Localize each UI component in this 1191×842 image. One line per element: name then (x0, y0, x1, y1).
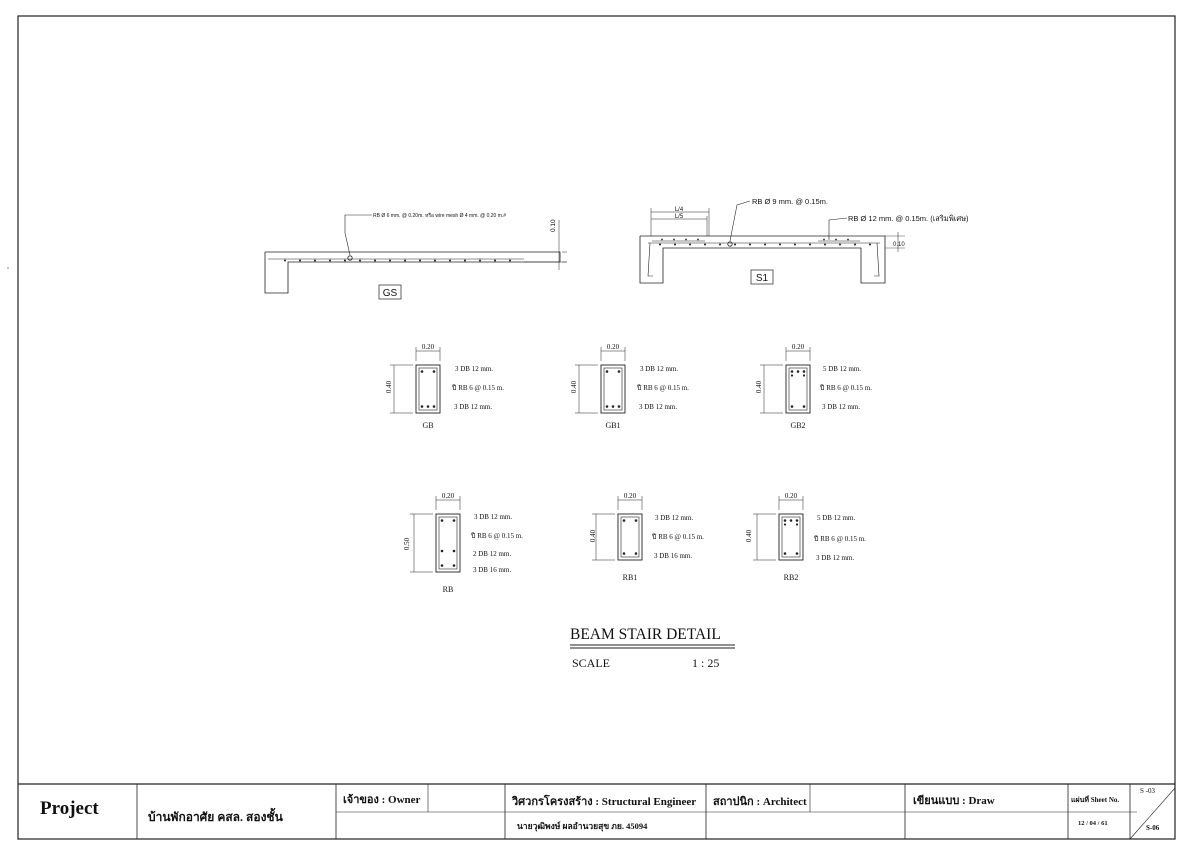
owner-label: เจ้าของ : Owner (343, 794, 421, 806)
beam-name: RB (442, 585, 454, 594)
beam-note-line: 3 DB 12 mm. (816, 554, 855, 562)
engineer-name: นายวุฒิพงษ์ ผลอำนวยสุข ภย. 45094 (517, 821, 648, 831)
gs-label: GS (382, 288, 398, 299)
beam-depth-dim: 0.40 (570, 380, 578, 394)
beam-note-line: 3 DB 12 mm. (640, 365, 679, 373)
beam-note-line: ปี RB 6 @ 0.15 m. (820, 384, 872, 392)
beam-width-dim: 0.20 (421, 343, 435, 351)
gs-rebar-note: RB Ø 6 mm. @ 0.20m. หรือ wire mesh Ø 4 mm. @ 0.20 m.# (373, 213, 507, 219)
beam-note-line: 5 DB 12 mm. (817, 514, 856, 522)
beam-note-line: ปี RB 6 @ 0.15 m. (471, 532, 523, 540)
project-label: Project (40, 798, 99, 819)
gs-thickness-dim: 0.10 (550, 219, 557, 232)
beam-note-line: ปี RB 6 @ 0.15 m. (452, 384, 504, 392)
beam-section-rb2 (753, 496, 803, 560)
beam-note-line: ปี RB 6 @ 0.15 m. (652, 533, 704, 541)
draw-label: เขียนแบบ : Draw (913, 795, 995, 807)
beam-note-line: ปี RB 6 @ 0.15 m. (814, 535, 866, 543)
beam-note-line: 3 DB 12 mm. (474, 513, 513, 521)
beam-note-line: 3 DB 16 mm. (473, 566, 512, 574)
beam-name: GB2 (790, 421, 806, 430)
gs-slab-section (265, 215, 567, 299)
beam-note-line: 3 DB 12 mm. (455, 365, 494, 373)
beam-labels-gb (385, 343, 504, 430)
beam-name: RB2 (783, 573, 799, 582)
sheet-date: 12 / 04 / 61 (1078, 820, 1108, 827)
beam-labels-rb1 (589, 492, 704, 582)
beam-width-dim: 0.20 (791, 343, 805, 351)
beam-depth-dim: 0.40 (755, 380, 763, 394)
beam-note-line: 2 DB 12 mm. (473, 550, 512, 558)
beam-section-gb2 (760, 347, 810, 413)
beam-labels-rb2 (745, 492, 866, 582)
beam-section-rb1 (592, 496, 642, 560)
beam-name: GB1 (605, 421, 621, 430)
beam-labels-rb (403, 492, 523, 594)
beam-depth-dim: 0.40 (589, 529, 597, 543)
beam-depth-dim: 0.40 (745, 529, 753, 543)
sheet-border (18, 16, 1175, 839)
engineer-label: วิศวกรโครงสร้าง : Structural Engineer (512, 796, 697, 808)
beam-note-line: 3 DB 12 mm. (655, 514, 694, 522)
beam-section-gb1 (575, 347, 625, 413)
beam-depth-dim: 0.50 (403, 537, 411, 551)
beam-note-line: ปี RB 6 @ 0.15 m. (637, 384, 689, 392)
sheet-number: S -03 (1140, 787, 1155, 795)
s1-dim-l4: L/4 (674, 207, 684, 213)
architect-label: สถาปนิก : Architect (713, 796, 807, 808)
beam-note-line: 5 DB 12 mm. (823, 365, 862, 373)
project-name: บ้านพักอาศัย คสล. สองชั้น (148, 810, 283, 824)
beam-width-dim: 0.20 (623, 492, 637, 500)
s1-dim-l5: L/5 (674, 214, 684, 220)
beam-width-dim: 0.20 (606, 343, 620, 351)
beam-labels-gb2 (755, 343, 872, 430)
detail-title: BEAM STAIR DETAIL (570, 626, 721, 643)
beam-note-line: 3 DB 12 mm. (454, 403, 493, 411)
sheet-label: แผ่นที่ Sheet No. (1071, 796, 1120, 804)
beam-note-line: 3 DB 12 mm. (639, 403, 678, 411)
margin-mark (7, 267, 8, 268)
beam-section-gb (390, 347, 440, 413)
scale-label: SCALE (572, 656, 611, 670)
s1-extra-bar-note: RB Ø 12 mm. @ 0.15m. (เสริมพิเศษ) (848, 214, 969, 223)
sheet-total: S-06 (1146, 824, 1160, 832)
beam-width-dim: 0.20 (441, 492, 455, 500)
beam-name: GB (422, 421, 434, 430)
beam-note-line: 3 DB 16 mm. (654, 552, 693, 560)
s1-top-bar-note: RB Ø 9 mm. @ 0.15m. (752, 197, 828, 206)
beam-section-rb (410, 496, 460, 572)
beam-width-dim: 0.20 (784, 492, 798, 500)
beam-labels-gb1 (570, 343, 689, 430)
beam-note-line: 3 DB 12 mm. (822, 403, 861, 411)
scale-value: 1 : 25 (692, 656, 720, 670)
s1-thickness-dim: 0.10 (893, 242, 905, 248)
beam-depth-dim: 0.40 (385, 380, 393, 394)
s1-label: S1 (755, 273, 769, 284)
beam-name: RB1 (622, 573, 638, 582)
